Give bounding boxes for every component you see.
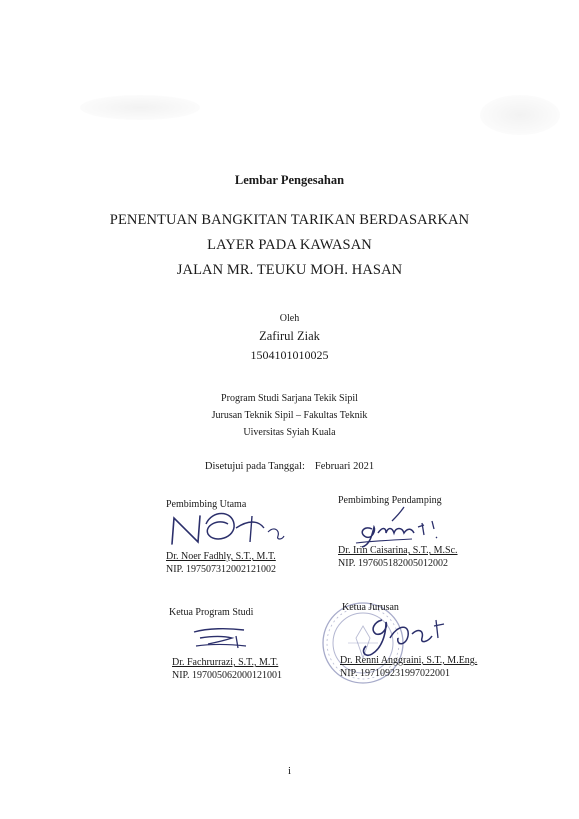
author-name: Zafirul Ziak <box>259 329 320 343</box>
page-heading: Lembar Pengesahan <box>234 173 345 187</box>
co-supervisor-name: Dr. Irin Caisarina, S.T., M.Sc. <box>338 545 458 556</box>
thesis-title-line-1: PENENTUAN BANGKITAN TARIKAN BERDASARKAN <box>109 212 470 228</box>
primary-supervisor-name: Dr. Noer Fadhly, S.T., M.T. <box>166 551 276 562</box>
scan-smudge <box>80 95 200 120</box>
thesis-title-line-3: JALAN MR. TEUKU MOH. HASAN <box>176 262 403 278</box>
approval-label: Disetujui pada Tanggal: <box>204 461 305 472</box>
approval-date-line <box>0 461 579 472</box>
program-head-name: Dr. Fachrurrazi, S.T., M.T. <box>172 657 279 668</box>
program-head-nip: NIP. 197005062000121001 <box>172 670 283 681</box>
program-head-signature <box>188 624 258 654</box>
program-line-2: Jurusan Teknik Sipil – Fakultas Teknik <box>211 410 368 421</box>
program-line-3: Uiversitas Syiah Kuala <box>243 427 336 438</box>
co-supervisor-nip: NIP. 197605182005012002 <box>338 558 449 569</box>
co-supervisor-signature <box>352 503 442 549</box>
page-number: i <box>287 765 292 777</box>
primary-supervisor-signature <box>168 506 288 552</box>
scan-smudge <box>480 95 560 135</box>
program-head-role: Ketua Program Studi <box>169 607 254 618</box>
department-head-name: Dr. Renni Anggraini, S.T., M.Eng. <box>340 655 478 666</box>
program-line-1: Program Studi Sarjana Tekik Sipil <box>221 393 358 404</box>
department-head-nip: NIP. 197109231997022001 <box>340 668 451 679</box>
primary-supervisor-nip: NIP. 197507312002121002 <box>166 564 277 575</box>
primary-supervisor-role: Pembimbing Utama <box>166 499 247 510</box>
by-label: Oleh <box>279 313 300 324</box>
department-head-role: Ketua Jurusan <box>342 602 399 613</box>
author-id: 1504101010025 <box>250 348 329 362</box>
approval-date: Februari 2021 <box>314 461 375 472</box>
co-supervisor-role: Pembimbing Pendamping <box>338 495 442 506</box>
thesis-title-line-2: LAYER PADA KAWASAN <box>207 237 372 253</box>
